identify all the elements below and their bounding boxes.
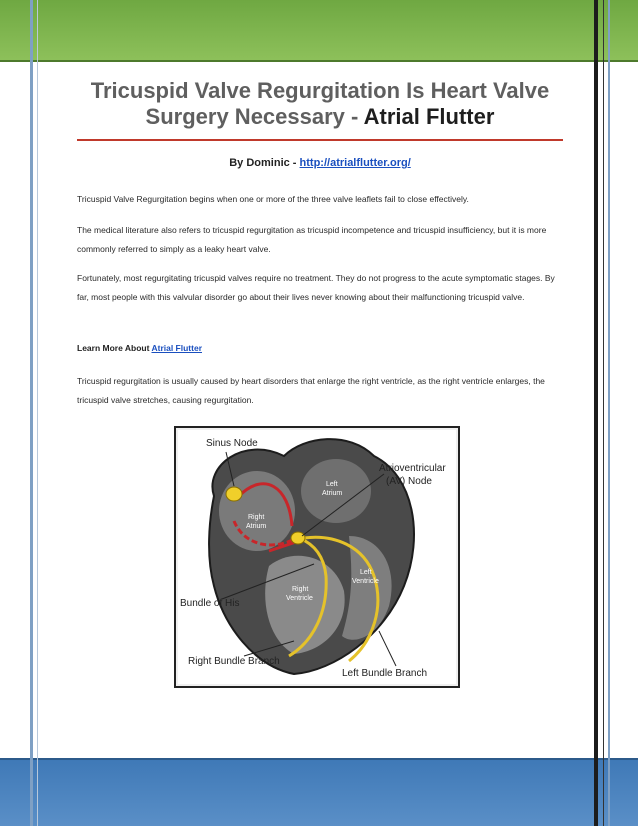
right-border-line-blue <box>608 0 610 826</box>
paragraph-3: Fortunately, most regurgitating tricuspid valves require no treatment. They do not progress to the acute symptomatic stages. By far, most people with this valvular disorder go about their lives never knowing about their malfunctioning tricuspid valve. <box>77 273 555 302</box>
bundle-of-his-label: Bundle of His <box>180 598 240 609</box>
right-atrium-label-2: Atrium <box>246 523 267 530</box>
heart-diagram-svg <box>174 426 460 688</box>
top-band-edge <box>0 60 638 62</box>
sinus-node-dot <box>226 487 242 501</box>
left-bundle-branch-label: Left Bundle Branch <box>342 668 428 679</box>
right-bundle-branch-label: Right Bundle Branch <box>188 656 280 667</box>
byline-author: By Dominic - <box>229 157 300 169</box>
bottom-band <box>0 760 638 826</box>
learn-more <box>77 343 202 353</box>
paragraph-4: Tricuspid regurgitation is usually caused by heart disorders that enlarge the right ventricle, as the right ventricle enlarges, the tricuspid valve stretches, causing regurgitation. <box>77 376 545 405</box>
right-ventricle-label-2: Ventricle <box>286 595 313 602</box>
learn-more-label: Learn More About <box>77 343 152 353</box>
paragraph-2: The medical literature also refers to tricuspid regurgitation as tricuspid incompetence and tricuspid insufficiency, but it is more commonly referred to simply as a leaky heart valve. <box>77 225 547 254</box>
top-band <box>0 0 638 60</box>
left-border-line <box>30 0 33 826</box>
title-main: Tricuspid Valve Regurgitation Is Heart Valve Surgery Necessary - <box>90 78 550 129</box>
right-atrium-chamber <box>219 471 295 551</box>
left-ventricle-label-1: Left <box>360 569 372 576</box>
heart-conduction-diagram <box>174 426 460 688</box>
right-atrium-label-1: Right <box>248 514 265 521</box>
learn-more-link[interactable]: Atrial Flutter <box>151 343 202 353</box>
left-border-line-thin <box>37 0 38 826</box>
sinus-node-label: Sinus Node <box>206 438 258 449</box>
av-node-label-1: Atrioventricular <box>379 463 446 474</box>
av-node-dot <box>291 532 305 544</box>
title-highlight: Atrial Flutter <box>363 104 495 129</box>
page-title <box>70 78 570 130</box>
byline <box>77 157 563 169</box>
byline-link[interactable]: http://atrialflutter.org/ <box>299 157 411 169</box>
av-node-label-2: (AV) Node <box>386 476 432 487</box>
left-atrium-label-2: Atrium <box>322 490 343 497</box>
right-border-line-thin <box>603 0 604 826</box>
title-divider <box>77 139 563 141</box>
left-ventricle-label-2: Ventricle <box>352 578 379 585</box>
left-atrium-label-1: Left <box>326 481 338 488</box>
paragraph-1: Tricuspid Valve Regurgitation begins when one or more of the three valve leaflets fail to close effectively. <box>77 194 469 204</box>
right-ventricle-label-1: Right <box>292 586 309 593</box>
right-border-line <box>594 0 598 826</box>
